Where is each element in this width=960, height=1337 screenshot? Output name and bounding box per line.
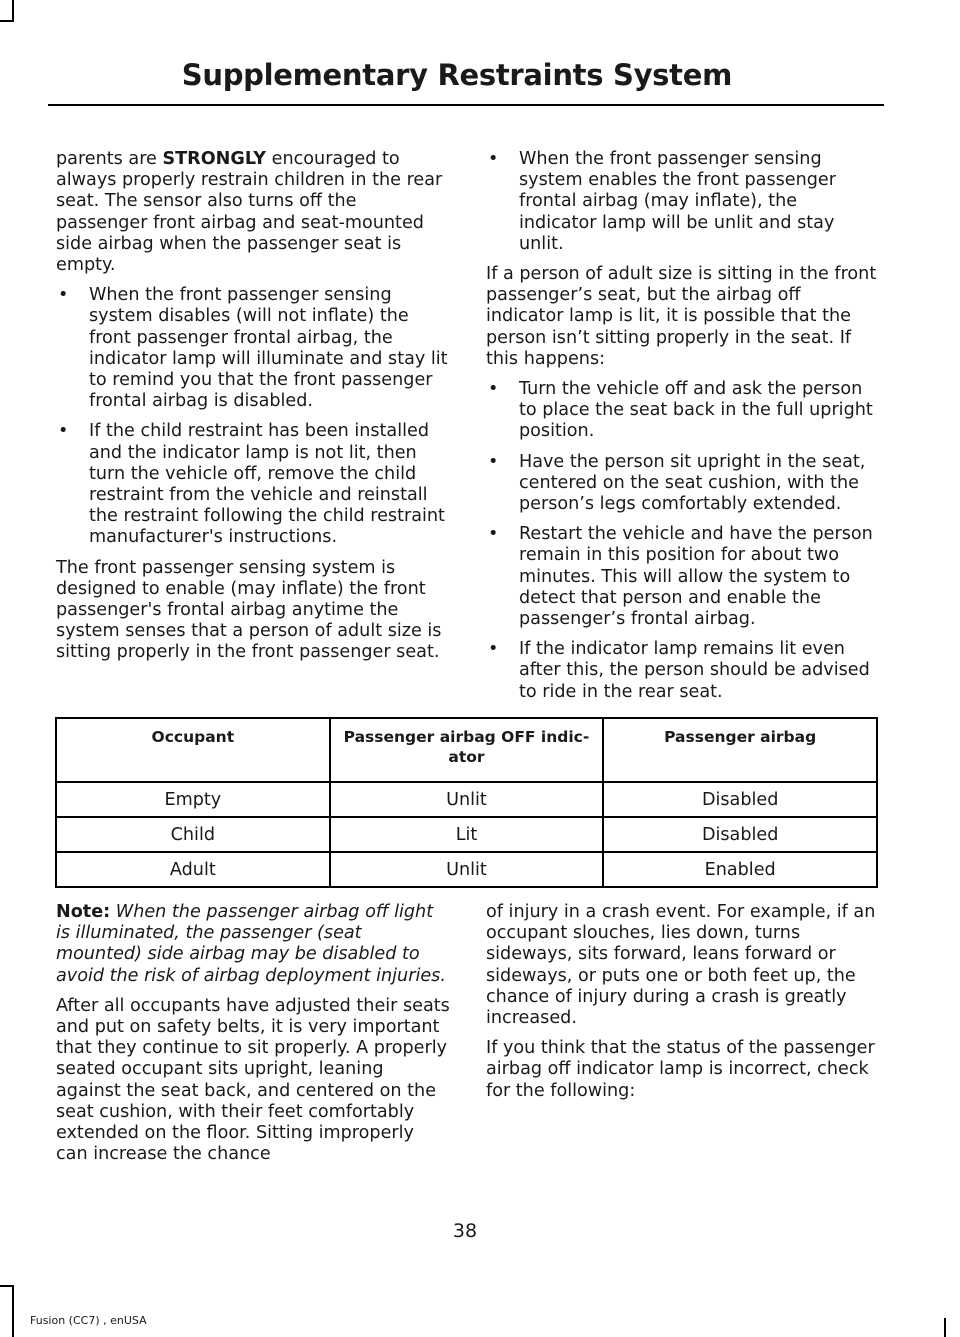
note-label: Note: <box>56 902 111 922</box>
bullet-list <box>486 149 880 255</box>
table-cell: Child <box>56 817 330 852</box>
bullet-icon: • <box>488 451 499 472</box>
list-item-text: If the indicator lamp remains lit even after this, the person should be advised to ride in the rear seat. <box>519 639 870 702</box>
table-cell: Unlit <box>330 852 604 887</box>
table-header-row <box>56 718 877 782</box>
table-cell: Enabled <box>603 852 877 887</box>
body-paragraph: If a person of adult size is sitting in the front passenger’s seat, but the airbag off indicator lamp is lit, it is possible that the person isn’t sitting properly in the seat. If this happens: <box>486 264 877 369</box>
crop-mark <box>944 1318 946 1337</box>
list-item-text: When the front passenger sensing system enables the front passenger frontal airbag (may inflate), the indicator lamp will be unlit and stay unlit. <box>519 149 836 254</box>
list-item <box>486 524 880 630</box>
table-cell: Adult <box>56 852 330 887</box>
list-item <box>56 421 450 548</box>
list-item-text: Have the person sit upright in the seat, centered on the seat cushion, with the person’s legs comfortably extended. <box>519 451 866 515</box>
column-header-occupant: Occupant <box>56 718 330 782</box>
list-item <box>486 452 880 516</box>
intro-paragraph <box>56 149 450 276</box>
note-text: When the passenger airbag off light is illuminated, the passenger (seat mounted) side airbag may be disabled to avoid the risk of airbag deployment injuries. <box>56 902 446 986</box>
bullet-icon: • <box>488 639 499 660</box>
table-cell: Unlit <box>330 782 604 817</box>
list-item <box>56 285 450 412</box>
body-paragraph: of injury in a crash event. For example, if an occupant slouches, lies down, turns sideways, sits forward, leans forward or sideways, or puts one or both feet up, the chance of injury during a crash is greatly increased. <box>486 902 876 1029</box>
note-paragraph <box>56 902 450 987</box>
list-item-text: Restart the vehicle and have the person remain in this position for about two minutes. This will allow the system to detect that person and enable the passenger’s frontal airbag. <box>519 524 873 630</box>
crop-mark <box>0 1285 14 1287</box>
bullet-icon: • <box>58 421 69 442</box>
table-row <box>56 817 877 852</box>
emphasis-text: STRONGLY <box>162 149 267 169</box>
crop-mark <box>0 20 14 22</box>
footer-text: Fusion (CC7) , enUSA <box>30 1314 147 1327</box>
table-cell: Lit <box>330 817 604 852</box>
bottom-left-column <box>56 902 450 1174</box>
bottom-right-column <box>486 902 880 1111</box>
intro-text: parents are <box>56 149 163 169</box>
crop-mark <box>12 0 14 22</box>
list-item <box>486 149 880 255</box>
body-paragraph: After all occupants have adjusted their seats and put on safety belts, it is very important that they continue to sit properly. A properly seated occupant sits upright, leaning against the seat back, and centered on the seat cushion, with their feet comfortably extended on the floor. Sitting improperly can increase the chance <box>56 995 450 1165</box>
table-row <box>56 852 877 887</box>
list-item <box>486 639 880 703</box>
list-item-text: When the front passenger sensing system disables (will not inflate) the front passenger frontal airbag, the indicator lamp will illuminate and stay lit to remind you that the front passenger frontal airbag is disabled. <box>89 285 448 412</box>
bullet-icon: • <box>58 285 69 306</box>
bullet-icon: • <box>488 149 499 169</box>
section-title: Supplementary Restraints System <box>181 58 732 92</box>
bullet-list <box>56 285 450 548</box>
header-divider <box>48 104 884 106</box>
list-item-text: If the child restraint has been installed and the indicator lamp is not lit, then turn the vehicle off, remove the child restraint from the vehicle and reinstall the restraint following the child restraint manufacturer's instructions. <box>89 421 445 548</box>
intro-text-cont: encouraged to always properly restrain children in the rear seat. The sensor also turns off the passenger front airbag and seat-mounted side airbag when the passenger seat is empty. <box>56 149 443 276</box>
table-cell: Disabled <box>603 782 877 817</box>
list-item <box>486 379 880 443</box>
bullet-list <box>486 379 880 703</box>
table-cell: Disabled <box>603 817 877 852</box>
airbag-status-table <box>55 717 878 888</box>
page-number: 38 <box>452 1220 478 1242</box>
bullet-icon: • <box>488 524 499 545</box>
column-header-airbag: Passenger airbag <box>603 718 877 782</box>
body-paragraph: The front passenger sensing system is designed to enable (may inflate) the front passenger's frontal airbag anytime the system senses that a person of adult size is sitting properly in the front passenger seat. <box>56 557 442 663</box>
crop-mark <box>12 1285 14 1337</box>
column-header-indicator: Passenger airbag OFF indic-ator <box>330 718 604 782</box>
list-item-text: Turn the vehicle off and ask the person to place the seat back in the full upright position. <box>519 379 873 442</box>
right-column <box>486 149 880 712</box>
table-row <box>56 782 877 817</box>
table-cell: Empty <box>56 782 330 817</box>
body-paragraph: If you think that the status of the passenger airbag off indicator lamp is incorrect, check for the following: <box>486 1038 875 1101</box>
left-column <box>56 149 450 673</box>
bullet-icon: • <box>488 379 499 400</box>
